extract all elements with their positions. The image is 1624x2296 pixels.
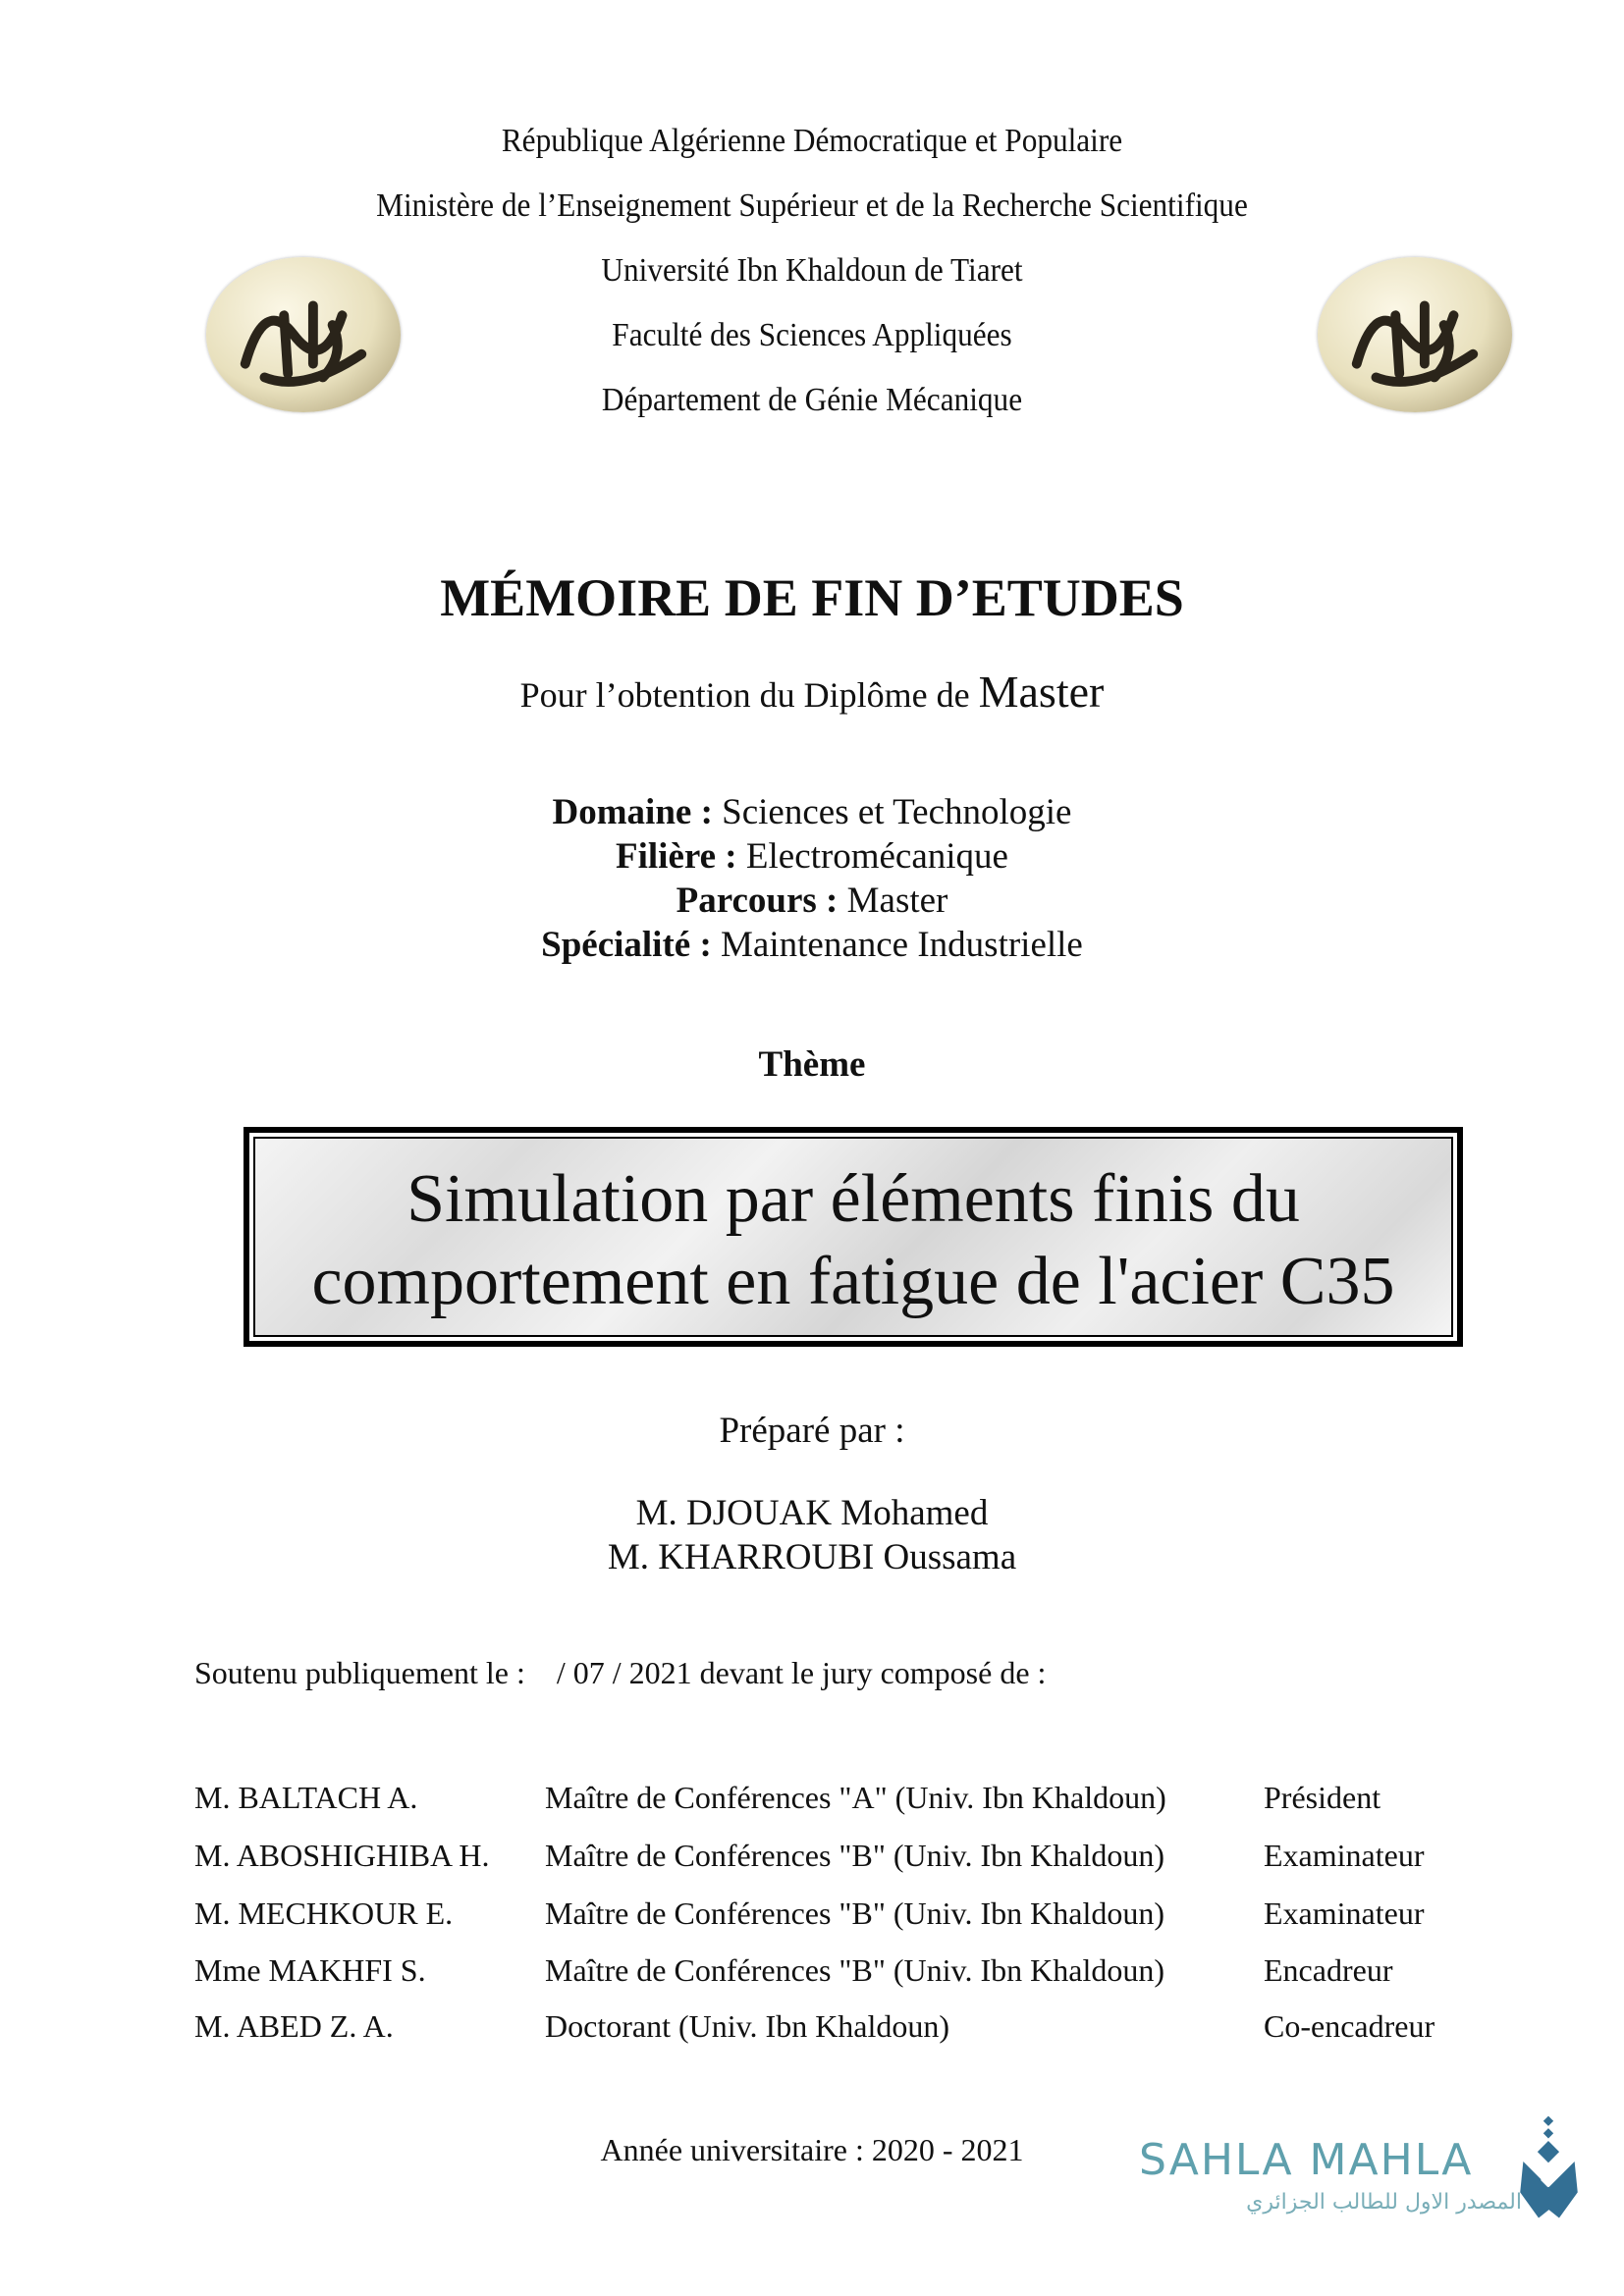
jury-grade: Maître de Conférences "A" (Univ. Ibn Khaldoun) — [545, 1780, 1166, 1815]
field-label: Parcours : — [676, 881, 839, 921]
jury-row — [0, 1780, 1624, 1819]
defense-line: Soutenu publiquement le : / 07 / 2021 devant le jury composé de : — [194, 1655, 1047, 1690]
university-seal-left — [206, 257, 401, 412]
jury-grade: Doctorant (Univ. Ibn Khaldoun) — [545, 2008, 950, 2044]
author-1: M. DJOUAK Mohamed — [635, 1493, 989, 1533]
jury-name: M. MECHKOUR E. — [194, 1896, 454, 1931]
author-2: M. KHARROUBI Oussama — [607, 1537, 1017, 1577]
header-republic: République Algérienne Démocratique et Populaire — [501, 123, 1123, 159]
field-value: Master — [838, 881, 948, 921]
field-label: Domaine : — [552, 792, 713, 832]
field-label: Spécialité : — [541, 925, 712, 965]
header-ministry: Ministère de l’Enseignement Supérieur et de la Recherche Scientifique — [376, 187, 1248, 224]
jury-role: Examinateur — [1264, 1896, 1425, 1931]
prepared-by-label: Préparé par : — [719, 1411, 905, 1451]
theme-line-2: comportement en fatigue de l'acier C35 — [311, 1244, 1395, 1319]
jury-row — [0, 1838, 1624, 1877]
document-title: MÉMOIRE DE FIN D’ETUDES — [440, 568, 1184, 627]
jury-name: M. BALTACH A. — [194, 1780, 418, 1815]
watermark-name: SAHLA MAHLA — [1139, 2135, 1474, 2185]
academic-year: Année universitaire : 2020 - 2021 — [600, 2132, 1024, 2167]
sahla-mahla-logo-icon — [1517, 2115, 1581, 2228]
field-label: Filière : — [616, 836, 737, 877]
theme-box-inner — [253, 1137, 1453, 1337]
field-domaine — [0, 791, 1624, 833]
theme-line-1: Simulation par éléments finis du — [406, 1161, 1300, 1237]
field-filiere — [0, 835, 1624, 878]
degree-name: Master — [978, 667, 1105, 717]
theme-label: Thème — [758, 1044, 866, 1085]
header-faculty: Faculté des Sciences Appliquées — [612, 317, 1012, 353]
jury-row — [0, 1896, 1624, 1935]
field-value: Maintenance Industrielle — [711, 925, 1083, 965]
jury-name: M. ABED Z. A. — [194, 2008, 394, 2044]
jury-name: M. ABOSHIGHIBA H. — [194, 1838, 490, 1873]
jury-grade: Maître de Conférences "B" (Univ. Ibn Khaldoun) — [545, 1952, 1164, 1988]
jury-row — [0, 2008, 1624, 2048]
field-parcours — [0, 880, 1624, 922]
header-university: Université Ibn Khaldoun de Tiaret — [601, 252, 1023, 289]
university-seal-right — [1318, 257, 1512, 412]
field-specialite — [0, 924, 1624, 966]
watermark-tagline: المصدر الاول للطالب الجزائري — [1246, 2190, 1522, 2215]
sahla-mahla-watermark — [1139, 2125, 1581, 2233]
jury-role: Examinateur — [1264, 1838, 1425, 1873]
field-value: Electromécanique — [736, 836, 1008, 877]
header-department: Département de Génie Mécanique — [601, 382, 1023, 418]
theme-box — [244, 1127, 1463, 1347]
jury-grade: Maître de Conférences "B" (Univ. Ibn Khaldoun) — [545, 1838, 1164, 1873]
jury-role: Encadreur — [1264, 1952, 1393, 1988]
jury-row — [0, 1952, 1624, 1992]
field-value: Sciences et Technologie — [712, 792, 1072, 832]
jury-role: Co-encadreur — [1264, 2008, 1435, 2044]
jury-name: Mme MAKHFI S. — [194, 1952, 426, 1988]
degree-line — [0, 666, 1624, 718]
jury-grade: Maître de Conférences "B" (Univ. Ibn Khaldoun) — [545, 1896, 1164, 1931]
degree-prefix: Pour l’obtention du Diplôme de — [519, 675, 979, 715]
jury-role: Président — [1264, 1780, 1381, 1815]
